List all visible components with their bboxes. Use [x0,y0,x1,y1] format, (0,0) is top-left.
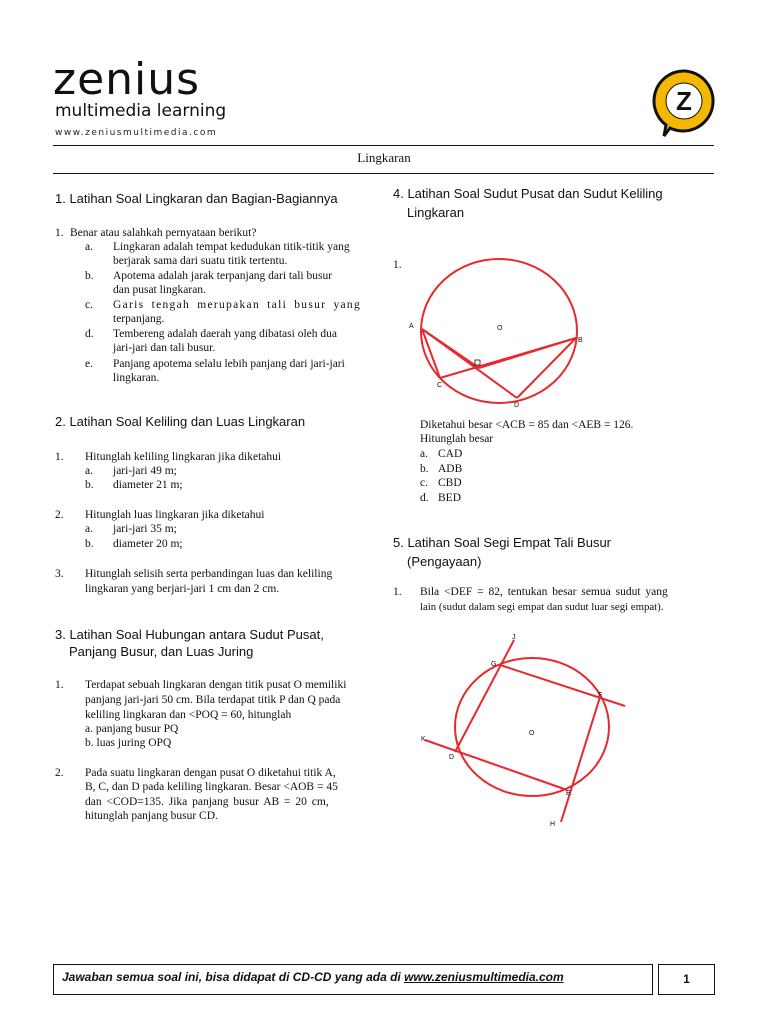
s1-q1-text: Benar atau salahkah pernyataan berikut? [70,227,257,239]
s3-q1-line: Terdapat sebuah lingkaran dengan titik pusat O memiliki [85,679,347,691]
s4-answer-text: ADB [438,463,463,475]
intersection-marker [475,360,480,365]
s2-q2-number: 2. [55,509,64,521]
point-label-h: H [550,821,556,828]
s2-q3-line: Hitunglah selisih serta perbandingan luas dan keliling [85,568,333,580]
section2-heading: 2. Latihan Soal Keliling dan Luas Lingkaran [55,414,306,429]
s4-given-text: Diketahui besar <ACB = 85 dan <AEB = 126. [420,419,634,431]
s4-answer-text: CBD [438,477,462,489]
point-label-j: J [512,634,516,641]
s1-item-letter: a. [85,241,93,253]
s4-answer-letter: a. [420,448,428,460]
s5-q1-line: lain (sudut dalam segi empat dan sudut luar segi empat). [420,601,664,613]
s3-q2-line: Pada suatu lingkaran dengan pusat O diketahui titik A, [85,767,336,779]
section3-heading: 3. Latihan Soal Hubungan antara Sudut Pusat, [55,627,324,642]
s1-item-line: lingkaran. [113,372,160,384]
point-label-g: G [491,661,497,668]
s2-q1-number: 1. [55,451,64,463]
s3-q1-line: panjang jari-jari 50 cm. Bila terdapat titik P dan Q pada [85,694,341,706]
section1-heading: 1. Latihan Soal Lingkaran dan Bagian-Bagiannya [55,191,338,206]
s4-answer-text: BED [438,492,461,504]
s2-q1-b-letter: b. [85,479,94,491]
point-label-f: F [598,692,603,699]
brand-tagline: multimedia learning [55,101,227,121]
page-number: 1 [658,964,715,995]
s2-q2-a-letter: a. [85,523,93,535]
center-label-o: O [497,325,503,332]
s3-q2-line: B, C, dan D pada keliling lingkaran. Besar <AOB = 45 [85,781,338,793]
point-label-k: K [421,736,426,743]
s1-q1-number: 1. [55,227,64,239]
section5-heading: 5. Latihan Soal Segi Empat Tali Busur [393,535,612,550]
s1-item-line: dan pusat lingkaran. [113,284,206,296]
title-rule [53,173,714,174]
s1-item-letter: b. [85,270,94,282]
s2-q1-a-text: jari-jari 49 m; [113,465,177,477]
s4-q1-number: 1. [393,259,402,271]
s3-q2-number: 2. [55,767,64,779]
section3-heading-cont: Panjang Busur, dan Luas Juring [69,644,254,659]
point-label-d: D [514,402,520,409]
s5-q1-number: 1. [393,586,402,598]
circle-diagram-inscribed-angles [405,250,595,410]
s2-q2-b-letter: b. [85,538,94,550]
s4-answer-letter: b. [420,463,429,475]
s2-q3-number: 3. [55,568,64,580]
point-label-e: E [566,790,571,797]
s1-item-letter: d. [85,328,94,340]
s4-answer-letter: c. [420,477,428,489]
s1-item-line: terpanjang. [113,313,165,325]
cyclic-quadrilateral-diagram [418,630,630,830]
s3-q1-line: a. panjang busur PQ [85,723,179,735]
s4-answer-text: CAD [438,448,463,460]
zenius-logo-icon [650,68,716,138]
s1-item-line: berjarak sama dari suatu titik tertentu. [113,255,288,267]
s2-q3-line: lingkaran yang berjari-jari 1 cm dan 2 cm. [85,583,280,595]
brand-name: zenius [53,54,201,105]
s3-q2-line: dan <COD=135. Jika panjang busur AB = 20 cm, [85,796,329,808]
s4-answer-letter: d. [420,492,429,504]
s2-q2-text: Hitunglah luas lingkaran jika diketahui [85,509,265,521]
s1-item-line: Tembereng adalah daerah yang dibatasi oleh dua [113,328,337,340]
point-label-a: A [409,323,414,330]
s1-item-line: jari-jari dan tali busur. [113,342,216,354]
s3-q1-line: keliling lingkaran dan <POQ = 60, hitunglah [85,709,292,721]
s4-ask-text: Hitunglah besar [420,433,494,445]
s1-item-line: Panjang apotema selalu lebih panjang dari jari-jari [113,358,345,370]
center-label-o: O [529,730,535,737]
footer-website-link[interactable]: www.zeniusmultimedia.com [404,970,564,984]
point-label-c: C [437,382,443,389]
s1-item-line: Apotema adalah jarak terpanjang dari tali busur [113,270,333,282]
s3-q1-line: b. luas juring OPQ [85,737,172,749]
section5-heading-cont: (Pengayaan) [407,554,482,569]
section4-heading-cont: Lingkaran [407,205,465,220]
point-label-b: B [578,337,583,344]
brand-url[interactable]: www.zeniusmultimedia.com [55,128,218,138]
s2-q1-text: Hitunglah keliling lingkaran jika diketahui [85,451,282,463]
section4-heading: 4. Latihan Soal Sudut Pusat dan Sudut Keliling [393,186,663,201]
header-rule [53,145,714,146]
s2-q1-a-letter: a. [85,465,93,477]
logo-letter: Z [676,86,692,116]
s1-item-line: Lingkaran adalah tempat kedudukan titik-titik yang [113,241,350,253]
point-label-d: D [449,754,455,761]
s3-q2-line: hitunglah panjang busur CD. [85,810,218,822]
page-title: Lingkaran [357,150,411,165]
s2-q2-a-text: jari-jari 35 m; [113,523,177,535]
s2-q1-b-text: diameter 21 m; [113,479,183,491]
footer-note [53,964,653,995]
footer-note-text: Jawaban semua soal ini, bisa didapat di CD-CD yang ada di [62,970,405,984]
s1-item-line: Garis tengah merupakan tali busur yang [113,299,362,311]
s1-item-letter: c. [85,299,93,311]
s2-q2-b-text: diameter 20 m; [113,538,183,550]
s3-q1-number: 1. [55,679,64,691]
s5-q1-line: Bila <DEF = 82, tentukan besar semua sudut yang [420,586,668,598]
s1-item-letter: e. [85,358,93,370]
